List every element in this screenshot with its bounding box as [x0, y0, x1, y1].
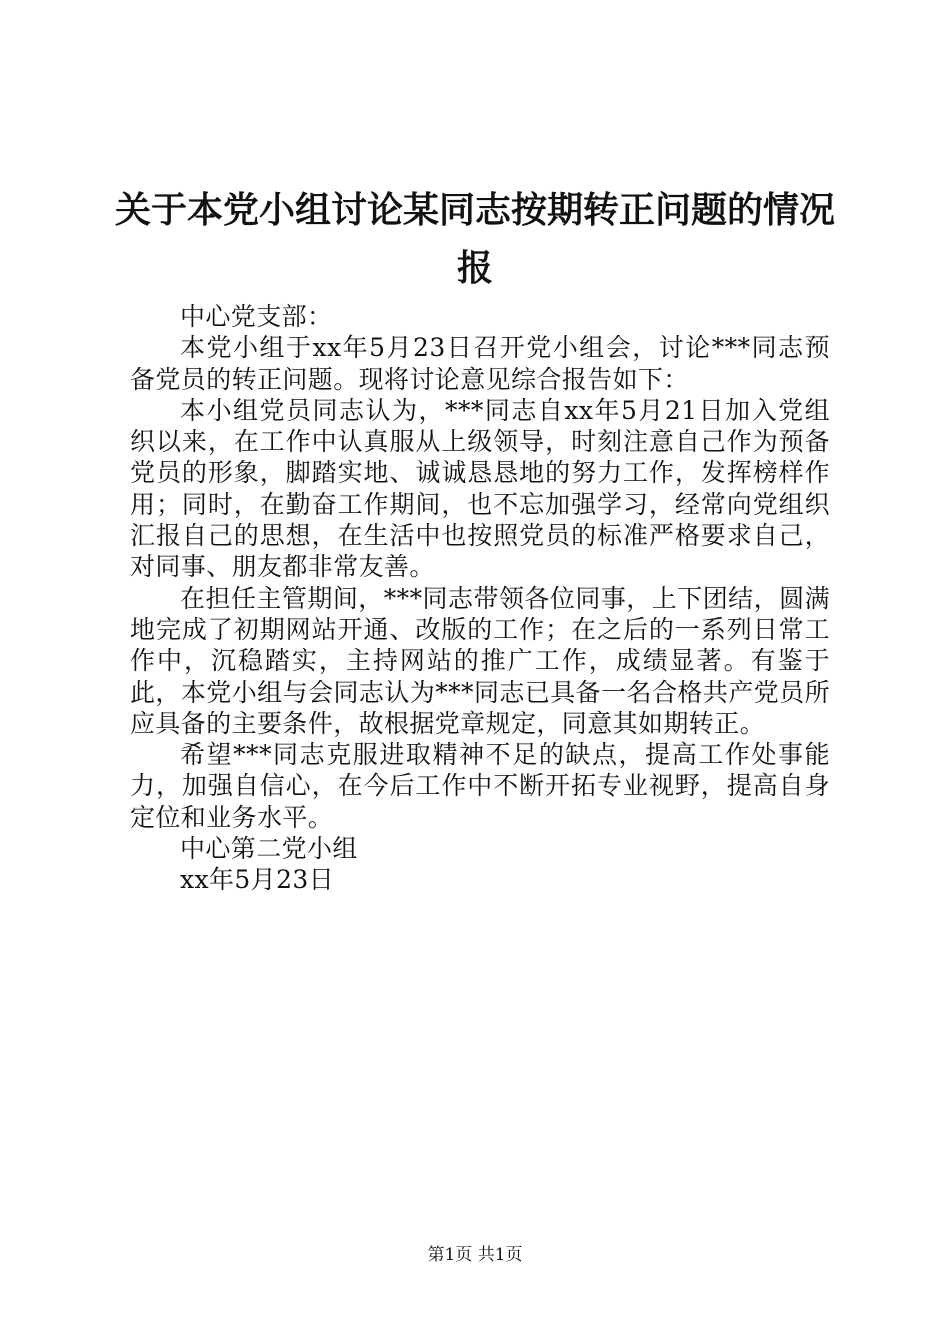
- paragraph: 在担任主管期间，***同志带领各位同事，上下团结，圆满地完成了初期网站开通、改版的工作；在之后的一系列日常工作中，沉稳踏实，主持网站的推广工作，成绩显著。有鉴于此，本党小组与会同志认为***同志已具备一名合格共产党员所应具备的主要条件，故根据党章规定，同意其如期转正。: [130, 583, 830, 738]
- title-line-2: 报: [456, 248, 493, 289]
- title-line-1: 关于本党小组讨论某同志按期转正问题的情况: [114, 190, 835, 231]
- document-title: [110, 182, 840, 298]
- paragraph: 希望***同志克服进取精神不足的缺点，提高工作处事能力，加强自信心，在今后工作中不断开拓专业视野，提高自身定位和业务水平。: [130, 740, 830, 832]
- date: xx年5月23日: [180, 865, 335, 895]
- salutation: 中心党支部：: [180, 302, 333, 331]
- paragraph: 本党小组于xx年5月23日召开党小组会，讨论***同志预备党员的转正问题。现将讨论意见综合报告如下：: [130, 333, 830, 394]
- document-body: [130, 301, 830, 896]
- page-footer: 第1页 共1页: [427, 1245, 523, 1265]
- paragraph: 本小组党员同志认为，***同志自xx年5月21日加入党组织以来，在工作中认真服从上级领导，时刻注意自己作为预备党员的形象，脚踏实地、诚诚恳恳地的努力工作，发挥榜样作用；同时，在勤奋工作期间，也不忘加强学习，经常向党组织汇报自己的思想，在生活中也按照党员的标准严格要求自己，对同事、朋友都非常友善。: [130, 395, 830, 582]
- signature: 中心第二党小组: [180, 834, 358, 864]
